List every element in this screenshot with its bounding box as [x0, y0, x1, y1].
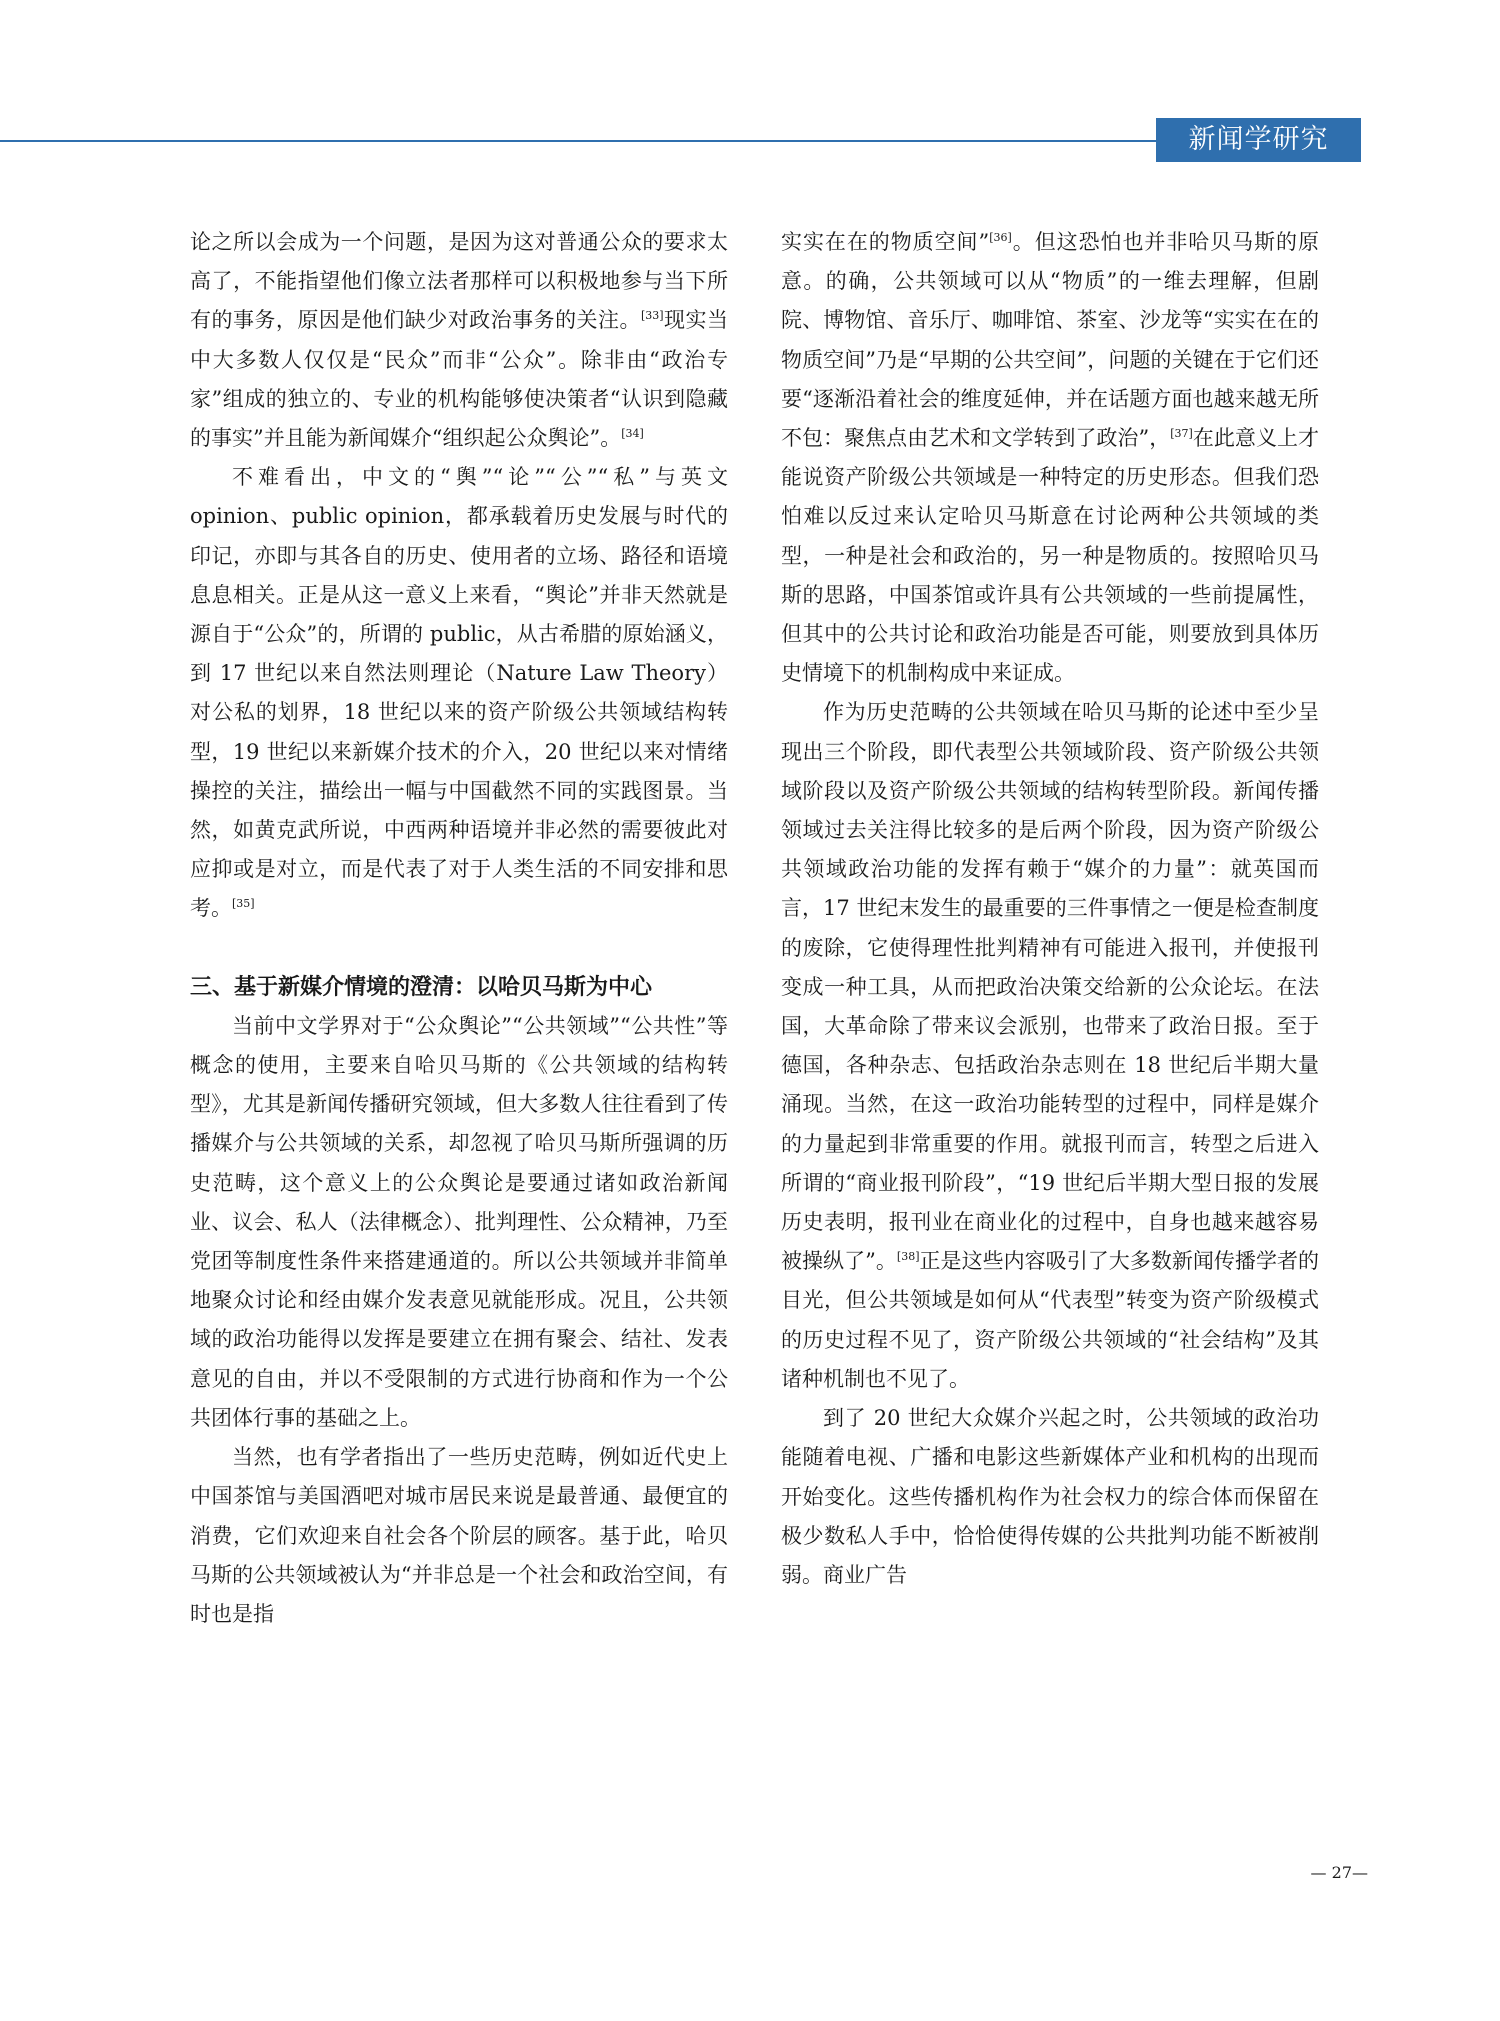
paragraph [190, 223, 728, 458]
citation-ref: [34] [621, 427, 644, 441]
paragraph-text: 。但这恐怕也并非哈贝马斯的原意。的确，公共领域可以从“物质”的一维去理解，但剧院、博物馆、音乐厅、咖啡馆、茶室、沙龙等“实实在在的物质空间”乃是“早期的公共空间”，问题的关键在于它们还要“逐渐沿着社会的维度延伸，并在话题方面也越来越无所不包：聚焦点由艺术和文学转到了政治”， [781, 230, 1319, 451]
journal-title-tab: 新闻学研究 [1156, 118, 1361, 162]
citation-ref: [33] [640, 309, 664, 323]
paragraph: 到了 20 世纪大众媒介兴起之时，公共领域的政治功能随着电视、广播和电影这些新媒体产业和机构的出现而开始变化。这些传播机构作为社会权力的综合体而保留在极少数私人手中，恰恰使得传媒的公共批判功能不断被削弱。商业广告 [781, 1406, 1319, 1587]
paragraph [190, 458, 728, 928]
header-rule [0, 140, 1156, 142]
citation-ref: [37] [1170, 427, 1193, 441]
paragraph-text: 现实当中大多数人仅仅是“民众”而非“公众”。除非由“政治专家”组成的独立的、专业的机构能够使决策者“认识到隐藏的事实”并且能为新闻媒介“组织起公众舆论”。 [190, 308, 729, 451]
citation-ref: [38] [896, 1250, 920, 1264]
paragraph [781, 223, 1319, 693]
paragraph-text: 论之所以会成为一个问题，是因为这对普通公众的要求太高了，不能指望他们像立法者那样可以积极地参与当下所有的事务，原因是他们缺少对政治事务的关注。 [190, 230, 728, 333]
paragraph-text: 在此意义上才能说资产阶级公共领域是一种特定的历史形态。但我们恐怕难以反过来认定哈贝马斯意在讨论两种公共领域的类型，一种是社会和政治的，另一种是物质的。按照哈贝马斯的思路，中国茶馆或许具有公共领域的一些前提属性，但其中的公共讨论和政治功能是否可能，则要放到具体历史情境下的机制构成中来证成。 [781, 426, 1320, 686]
left-column [190, 223, 728, 1634]
paragraph: 当然，也有学者指出了一些历史范畴，例如近代史上中国茶馆与美国酒吧对城市居民来说是最普通、最便宜的消费，它们欢迎来自社会各个阶层的顾客。基于此，哈贝马斯的公共领域被认为“并非总是一个社会和政治空间，有时也是指 [190, 1445, 728, 1626]
page-number: — 27— [1310, 1863, 1368, 1882]
right-column [781, 223, 1319, 1595]
citation-ref: [35] [232, 897, 255, 911]
paragraph: 当前中文学界对于“公众舆论”“公共领域”“公共性”等概念的使用，主要来自哈贝马斯的《公共领域的结构转型》，尤其是新闻传播研究领域，但大多数人往往看到了传播媒介与公共领域的关系，却忽视了哈贝马斯所强调的历史范畴，这个意义上的公众舆论是要通过诸如政治新闻业、议会、私人（法律概念）、批判理性、公众精神，乃至党团等制度性条件来搭建通道的。所以公共领域并非简单地聚众讨论和经由媒介发表意见就能形成。况且，公共领域的政治功能得以发挥是要建立在拥有聚会、结社、发表意见的自由，并以不受限制的方式进行协商和作为一个公共团体行事的基础之上。 [190, 1013, 728, 1430]
paragraph [781, 693, 1319, 1399]
citation-ref: [36] [989, 231, 1012, 244]
paragraph-text: 正是这些内容吸引了大多数新闻传播学者的目光，但公共领域是如何从“代表型”转变为资产阶级模式的历史过程不见了，资产阶级公共领域的“社会结构”及其诸种机制也不见了。 [781, 1249, 1319, 1391]
paragraph-text: 作为历史范畴的公共领域在哈贝马斯的论述中至少呈现出三个阶段，即代表型公共领域阶段、资产阶级公共领域阶段以及资产阶级公共领域的结构转型阶段。新闻传播领域过去关注得比较多的是后两个阶段，因为资产阶级公共领域政治功能的发挥有赖于“媒介的力量”：就英国而言，17 世纪末发生的最重要的三件事情之一便是检查制度的废除，它使得理性批判精神有可能进入报刊，并使报刊变成一种工具，从而把政治决策交给新的公众论坛。在法国，大革命除了带来议会派别，也带来了政治日报。至于德国，各种杂志、包括政治杂志则在 18 世纪后半期大量涌现。当然，在这一政治功能转型的过程中，同样是媒介的力量起到非常重要的作用。就报刊而言，转型之后进入所谓的“商业报刊阶段”，“19 世纪后半期大型日报的发展历史表明，报刊业在商业化的过程中，自身也越来越容易被操纵了”。 [781, 700, 1319, 1274]
section-heading: 三、基于新媒介情境的澄清：以哈贝马斯为中心 [190, 974, 653, 1000]
paragraph-text: 实实在在的物质空间” [781, 230, 990, 254]
paragraph-text: 不难看出，中文的“舆”“论”“公”“私”与英文 opinion、public opinion，都承载着历史发展与时代的印记，亦即与其各自的历史、使用者的立场、路径和语境息息相关。正是从这一意义上来看，“舆论”并非天然就是源自于“公众”的，所谓的 public，从古希腊的原始涵义，到 17 世纪以来自然法则理论（Nature Law Theory）对公私的划界，18 世纪以来的资产阶级公共领域结构转型，19 世纪以来新媒介技术的介入，20 世纪以来对情绪操控的关注，描绘出一幅与中国截然不同的实践图景。当然，如黄克武所说，中西两种语境并非必然的需要彼此对应抑或是对立，而是代表了对于人类生活的不同安排和思考。 [190, 465, 728, 921]
